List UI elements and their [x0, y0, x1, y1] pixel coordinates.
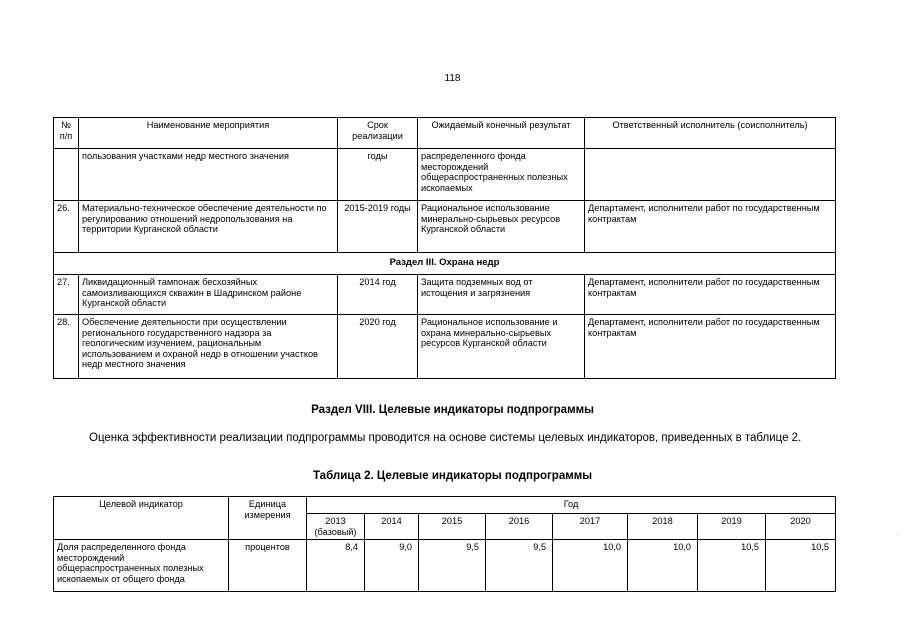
row-num: 26.: [54, 201, 79, 253]
paragraph-text: Оценка эффективности реализации подпрограммы проводится на основе системы целевых индикаторов, приведенных в таблице 2.: [89, 432, 802, 444]
row-executor: Департамент, исполнители работ по государственным контрактам: [585, 201, 836, 253]
year-value: 10,5: [766, 540, 836, 592]
table-row: [54, 315, 836, 379]
year-value: 9,5: [486, 540, 553, 592]
year-header: 2017: [553, 514, 628, 540]
row-term: 2014 год: [338, 275, 418, 315]
row-executor: Департамент, исполнители работ по государственным контрактам: [585, 275, 836, 315]
indicator-unit: процентов: [229, 540, 307, 592]
header-unit: Единица измерения: [229, 497, 307, 540]
section-title: Раздел III. Охрана недр: [54, 253, 836, 275]
year-header: 2016: [486, 514, 553, 540]
section-heading: Раздел VIII. Целевые индикаторы подпрограммы: [311, 404, 594, 416]
header-indicator: Целевой индикатор: [54, 497, 229, 540]
row-name: Ликвидационный тампонаж бесхозяйных самоизливающихся скважин в Шадринском районе Курганской области: [79, 275, 338, 315]
row-term: 2015-2019 годы: [338, 201, 418, 253]
year-header: 2019: [698, 514, 766, 540]
row-result: Рациональное использование и охрана минерально-сырьевых ресурсов Курганской области: [418, 315, 585, 379]
row-executor: [585, 149, 836, 201]
header-name: Наименование мероприятия: [79, 118, 338, 149]
table-row: [54, 149, 836, 201]
section-row: [54, 253, 836, 275]
year-header: 2013 (базовый): [307, 514, 365, 540]
year-value: 10,0: [553, 540, 628, 592]
header-result: Ожидаемый конечный результат: [418, 118, 585, 149]
row-num: [54, 149, 79, 201]
activities-table: [53, 117, 836, 379]
row-num: 28.: [54, 315, 79, 379]
year-value: 10,0: [628, 540, 698, 592]
year-value: 8,4: [307, 540, 365, 592]
year-header: 2020: [766, 514, 836, 540]
year-header: 2015: [419, 514, 486, 540]
row-executor: Департамент, исполнители работ по государственным контрактам: [585, 315, 836, 379]
page-number: 118: [444, 73, 461, 84]
table-row: [54, 201, 836, 253]
table-row: [54, 540, 836, 592]
year-header: 2014: [365, 514, 419, 540]
scan-margin-mark: ·: [896, 530, 899, 539]
row-term: годы: [338, 149, 418, 201]
row-result: Защита подземных вод от истощения и загрязнения: [418, 275, 585, 315]
row-result: Рациональное использование минерально-сырьевых ресурсов Курганской области: [418, 201, 585, 253]
row-result: распределенного фонда месторождений общераспространенных полезных ископаемых: [418, 149, 585, 201]
header-term: Срок реализации: [338, 118, 418, 149]
row-name: Обеспечение деятельности при осуществлении регионального государственного надзора за геологическим изучением, рациональным использованием и охраной недр в отношении участков недр местного значения: [79, 315, 338, 379]
indicator-name: Доля распределенного фонда месторождений общераспространенных полезных ископаемых от общего фонда: [54, 540, 229, 592]
header-year: Год: [307, 497, 836, 514]
year-value: 9,5: [419, 540, 486, 592]
body-paragraph: [53, 430, 835, 446]
table-header-row: [54, 497, 836, 514]
year-value: 10,5: [698, 540, 766, 592]
row-num: 27.: [54, 275, 79, 315]
table-title: Таблица 2. Целевые индикаторы подпрограммы: [312, 470, 593, 482]
year-value: 9,0: [365, 540, 419, 592]
indicators-table: [53, 496, 836, 592]
header-num: № п/п: [54, 118, 79, 149]
table-header-row: [54, 118, 836, 149]
row-name: Материально-техническое обеспечение деятельности по регулированию отношений недропользования на территории Курганской области: [79, 201, 338, 253]
row-name: пользования участками недр местного значения: [79, 149, 338, 201]
row-term: 2020 год: [338, 315, 418, 379]
header-executor: Ответственный исполнитель (соисполнитель): [585, 118, 836, 149]
table-row: [54, 275, 836, 315]
year-header: 2018: [628, 514, 698, 540]
